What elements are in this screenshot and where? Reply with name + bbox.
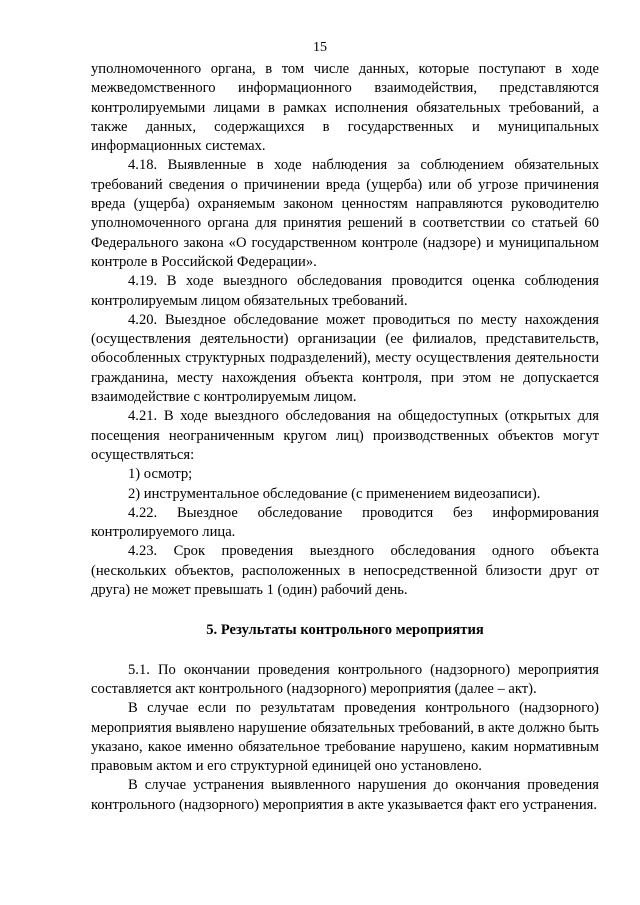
paragraph-violation-case: В случае если по результатам проведения контрольного (надзорного) мероприятия выявлено нарушение обязательных требований, в акте должно быть указано, какое именно обязательное требование нарушено, каким нормативным правовым актом и его структурной единицей оно установлено. <box>91 700 599 775</box>
paragraph-violation-remedied: В случае устранения выявленного нарушения до окончания проведения контрольного (надзорного) мероприятия в акте указывается факт его устранения. <box>91 777 599 813</box>
paragraph-4-18: 4.18. Выявленные в ходе наблюдения за соблюдением обязательных требований сведения о причинении вреда (ущерба) или об угрозе причинения вреда (ущерба) охраняемым законом ценностям направляются руководителю уполномоченного органа для принятия решений в соответствии со статьей 60 Федерального закона «О государственном контроле (надзоре) и муниципальном контроле в Российской Федерации». <box>91 157 599 270</box>
paragraph-4-21: 4.21. В ходе выездного обследования на общедоступных (открытых для посещения неограниченным кругом лиц) производственных объектов могут осуществляться: <box>91 408 599 463</box>
paragraph-4-22: 4.22. Выездное обследование проводится без информирования контролируемого лица. <box>91 504 599 541</box>
list-item-instrumental-survey: 2) инструментальное обследование (с применением видеозаписи). <box>128 485 541 502</box>
list-item-inspection: 1) осмотр; <box>128 466 193 483</box>
page-number: 15 <box>313 40 327 55</box>
paragraph-4-19: 4.19. В ходе выездного обследования проводится оценка соблюдения контролируемым лицом обязательных требований. <box>91 273 599 309</box>
section-heading: 5. Результаты контрольного мероприятия <box>206 622 484 639</box>
document-body <box>91 60 599 815</box>
paragraph-5-1: 5.1. По окончании проведения контрольного (надзорного) мероприятия составляется акт контрольного (надзорного) мероприятия (далее – акт). <box>91 661 599 697</box>
paragraph-4-20: 4.20. Выездное обследование может проводиться по месту нахождения (осуществления деятельности) организации (ее филиалов, представительств, обособленных структурных подразделений), месту осуществления деятельности гражданина, месту нахождения объекта контроля, при этом не допускается взаимодействие с контролируемым лицом. <box>91 311 599 406</box>
paragraph-continuation: уполномоченного органа, в том числе данных, которые поступают в ходе межведомственного информационного взаимодействия, представляются контролируемыми лицами в рамках исполнения обязательных требований, а также данных, содержащихся в государственных и муниципальных информационных системах. <box>91 61 599 155</box>
paragraph-4-23: 4.23. Срок проведения выездного обследования одного объекта (нескольких объектов, расположенных в непосредственной близости друг от друга) не может превышать 1 (один) рабочий день. <box>91 543 599 599</box>
